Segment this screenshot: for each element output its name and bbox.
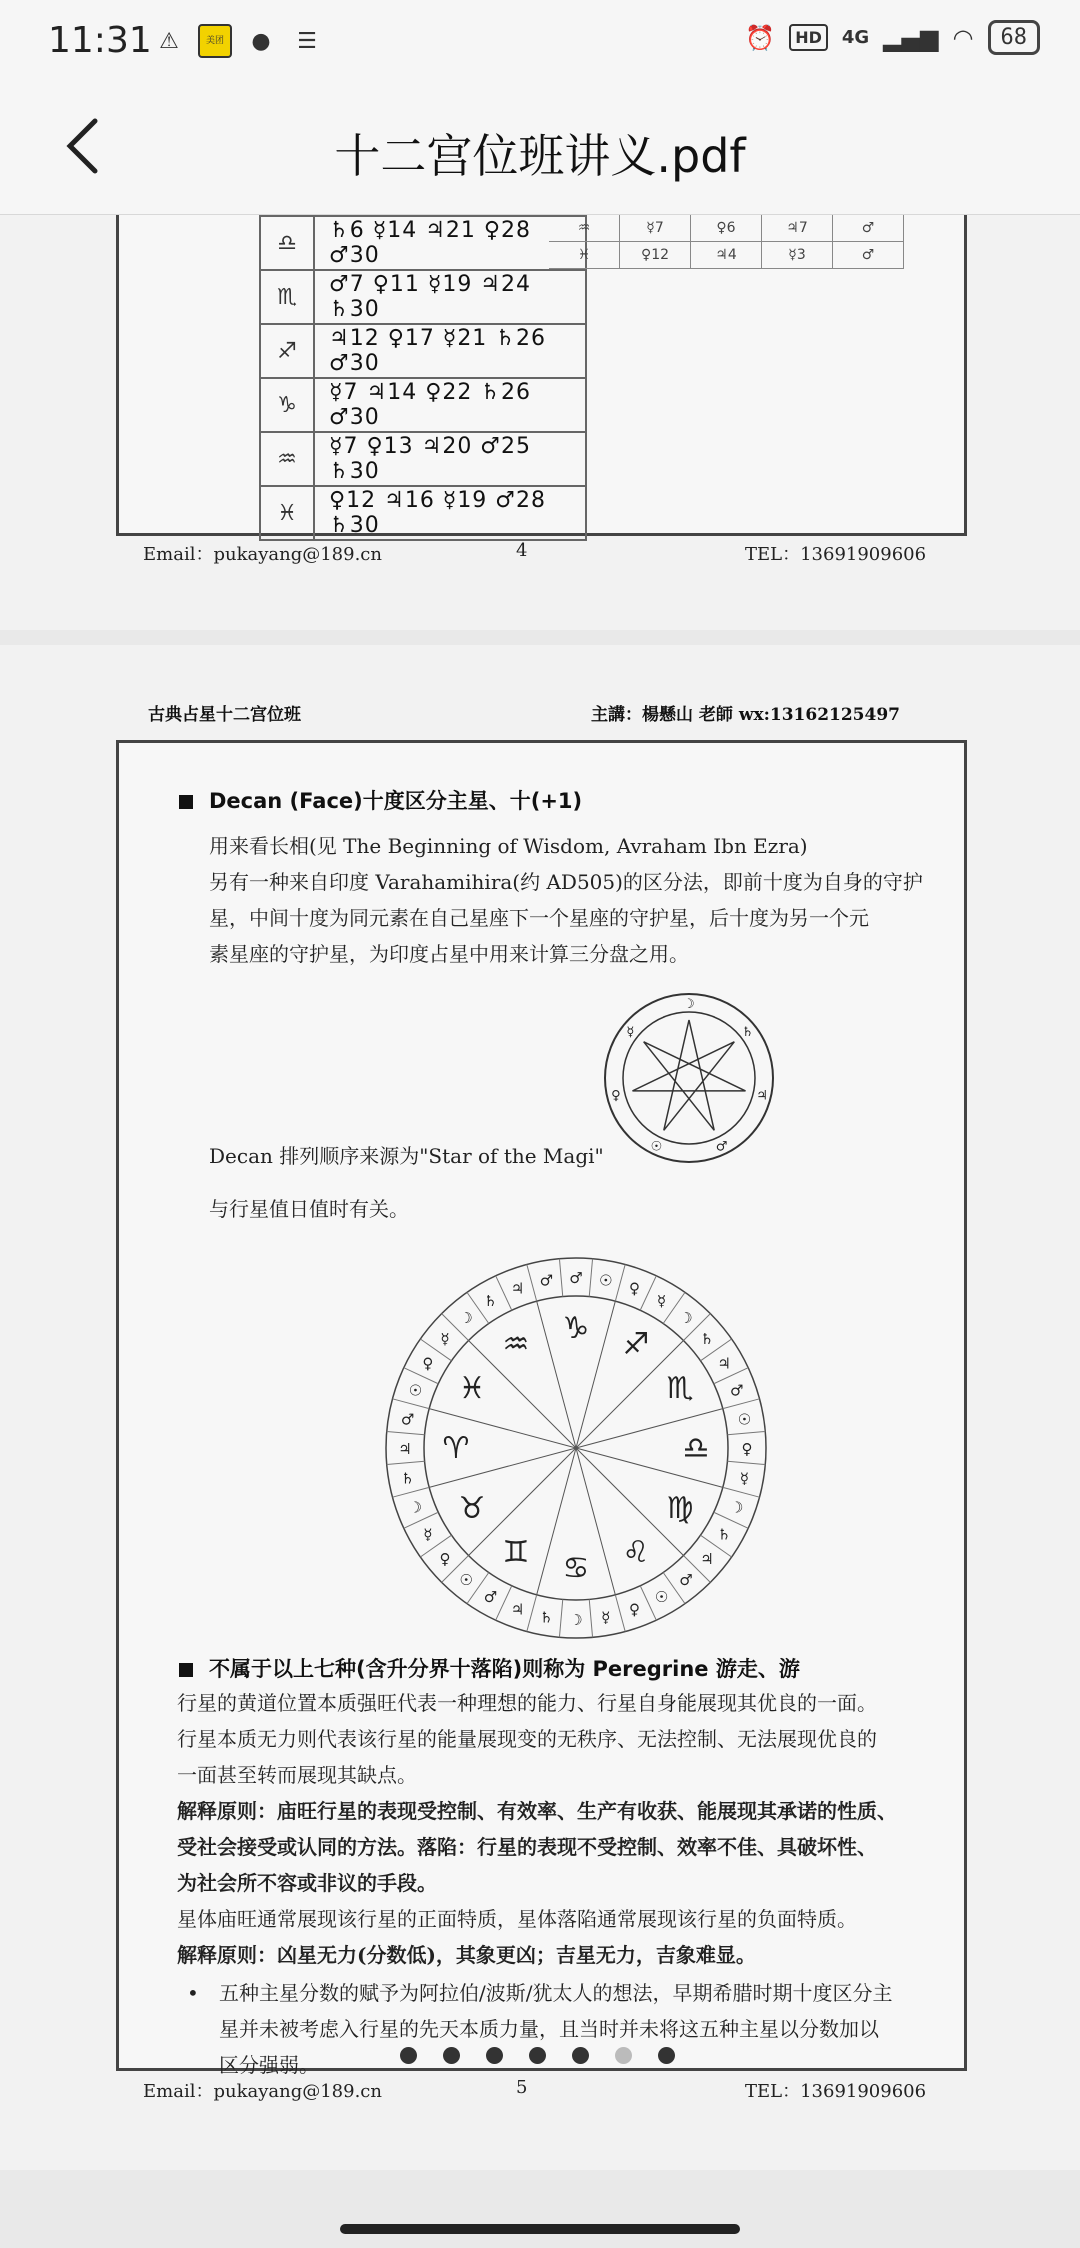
decan-planet: ♀: [628, 1279, 640, 1298]
outer-ring: [605, 994, 773, 1162]
zodiac-sign: ♊: [502, 1534, 530, 1570]
planet-glyph: ♃: [756, 1088, 768, 1104]
page4-footer-tel: TEL：13691909606: [745, 544, 927, 565]
decan-planet: ☿: [423, 1525, 433, 1544]
s2-line7: 星体庙旺通常展现该行星的正面特质，星体落陷通常展现该行星的负面特质。: [177, 1907, 857, 1931]
s2-line1: 行星的黄道位置本质强旺代表一种理想的能力、行星自身能展现其优良的一面。: [177, 1691, 877, 1715]
table-cell: ☿7: [620, 215, 691, 242]
decan-planet: ♀: [439, 1549, 451, 1568]
page-dot[interactable]: [529, 2047, 546, 2064]
square-bullet-icon: [179, 1663, 193, 1677]
pdf-page-4: [0, 215, 1080, 630]
values-cell: ♃12 ♀17 ☿21 ♄26 ♂30: [314, 324, 586, 378]
decan-order-text: Decan 排列顺序来源为"Star of the Magi": [209, 1144, 604, 1168]
decan-divider: [727, 1431, 765, 1434]
table-row: [549, 242, 904, 269]
decan-divider: [387, 1431, 425, 1434]
s2-bullet-line2: 星并未被考虑入行星的先天本质力量，且当时并未将这五种主星以分数加以: [219, 2017, 879, 2041]
planet-glyph: ♂: [715, 1139, 728, 1155]
app-notification-icon: ⚠: [159, 28, 179, 54]
zodiac-sign: ♍: [666, 1491, 694, 1526]
decan-divider: [727, 1461, 765, 1464]
decan-planet: ☿: [440, 1330, 450, 1349]
page4-frame: [116, 215, 967, 536]
zodiac-sign: ♎: [682, 1431, 710, 1466]
decan-planet: ♄: [717, 1525, 731, 1544]
planet-glyph: ♄: [741, 1025, 754, 1041]
table-row: [260, 432, 586, 486]
page-indicator[interactable]: [400, 2047, 675, 2064]
signal-icon: ▂▄▆: [883, 23, 939, 52]
battery-icon: 68: [988, 20, 1041, 55]
decan-divider: [615, 1595, 625, 1632]
decan-divider: [640, 1276, 656, 1310]
network-label: 4G: [841, 27, 870, 48]
section2-title: 不属于以上七种(含升分界十落陷)则称为 Peregrine 游走、游: [209, 1657, 800, 1681]
decan-divider: [723, 1399, 760, 1409]
small-table: [549, 215, 904, 269]
pdf-page-5: [0, 645, 1080, 2170]
status-time: 11:31: [48, 20, 152, 61]
page5-header-left: 古典占星十二宫位班: [148, 705, 301, 725]
decan-planet: ☽: [729, 1498, 744, 1517]
meituan-icon: 美团: [198, 24, 232, 58]
values-cell: ♀12 ♃16 ☿19 ♂28 ♄30: [314, 486, 586, 540]
sign-cell: ♎: [260, 216, 314, 270]
s2-line2: 行星本质无力则代表该行星的能量展现变的无秩序、无法控制、无法展现优良的: [177, 1727, 877, 1751]
decan-planet: ☽: [569, 1611, 583, 1629]
planet-day-text: 与行星值日值时有关。: [209, 1197, 409, 1221]
decan-divider: [392, 1399, 429, 1409]
zodiac-sign: ♉: [458, 1491, 486, 1526]
decan-planet: ♃: [717, 1354, 731, 1373]
decan-planet: ☿: [601, 1608, 611, 1627]
table-cell: ♓: [549, 242, 620, 269]
table-cell: ♀12: [620, 242, 691, 269]
page4-footer-page: 4: [516, 540, 528, 561]
status-right: [745, 20, 1040, 55]
values-cell: ♂7 ♀11 ☿19 ♃24 ♄30: [314, 270, 586, 324]
decan-planet: ♄: [483, 1291, 498, 1310]
alarm-icon: ⏰: [745, 23, 776, 52]
s2-line5: 受社会接受或认同的方法。落陷：行星的表现不受控制、效率不佳、具破坏性、: [177, 1835, 877, 1859]
decan-planet: ♃: [398, 1440, 412, 1458]
app-bar: [0, 86, 1080, 215]
heptagram: [633, 1020, 746, 1130]
table-cell: ♀6: [691, 215, 762, 242]
decan-divider: [496, 1586, 512, 1620]
decan-planet: ☉: [598, 1271, 613, 1290]
zodiac-sign: ♑: [562, 1311, 590, 1346]
compass-icon: ●: [251, 28, 271, 54]
decan-planet: ☉: [654, 1588, 669, 1607]
table-cell: ♂: [833, 242, 904, 269]
decan-planet: ♃: [700, 1549, 714, 1568]
s2-bullet-dot: •: [187, 1981, 199, 2005]
s2-bullet-line1: 五种主星分数的赋予为阿拉伯/波斯/犹太人的想法，早期希腊时期十度区分主: [219, 1981, 893, 2005]
table-cell: ☿3: [762, 242, 833, 269]
decan-planet: ♄: [539, 1608, 554, 1627]
table-row: [260, 324, 586, 378]
hd-badge: HD: [789, 24, 828, 51]
wifi-icon: ◠: [952, 23, 974, 52]
zodiac-sign: ♈: [442, 1431, 470, 1466]
section1-line1: 用来看长相(见 The Beginning of Wisdom, Avraham Ibn Ezra): [209, 834, 808, 858]
decan-divider: [527, 1595, 537, 1632]
decan-planet: ♀: [741, 1440, 753, 1458]
values-cell: ☿7 ♃14 ♀22 ♄26 ♂30: [314, 378, 586, 432]
sign-cell: ♑: [260, 378, 314, 432]
page-dot[interactable]: [486, 2047, 503, 2064]
page-dot[interactable]: [658, 2047, 675, 2064]
decan-planet: ♃: [510, 1279, 525, 1298]
table-row: [260, 486, 586, 540]
decan-planet: ☉: [459, 1570, 473, 1589]
s2-line6: 为社会所不容或非议的手段。: [177, 1871, 437, 1895]
table-cell: ♃4: [691, 242, 762, 269]
section1-line3: 星，中间十度为同元素在自己星座下一个星座的守护星，后十度为另一个元: [209, 906, 869, 930]
decan-planet: ♀: [628, 1600, 640, 1619]
planet-glyph: ☿: [626, 1025, 635, 1041]
values-cell: ☿7 ♀13 ♃20 ♂25 ♄30: [314, 432, 586, 486]
decan-planet: ♄: [400, 1469, 415, 1488]
document-title: 十二宫位班讲义.pdf: [334, 129, 746, 183]
decan-planet: ♀: [422, 1354, 434, 1373]
decan-planet: ♂: [569, 1269, 583, 1287]
section2-heading: [179, 1653, 800, 1683]
decan-planet: ☉: [408, 1381, 423, 1400]
home-indicator[interactable]: [340, 2224, 740, 2234]
page4-footer-email: Email：pukayang@189.cn: [143, 544, 382, 565]
decan-planet: ♂: [483, 1588, 498, 1607]
page5-footer-page: 5: [516, 2077, 528, 2098]
inner-ring: [623, 1012, 755, 1144]
page-dot[interactable]: [400, 2047, 417, 2064]
star-of-magi-diagram: [599, 988, 779, 1168]
decan-divider: [589, 1599, 592, 1637]
section1-title: Decan (Face)十度区分主星、十(+1): [209, 789, 583, 813]
decan-divider: [496, 1276, 512, 1310]
database-icon: ☰: [297, 28, 317, 54]
zodiac-sign: ♓: [458, 1371, 486, 1406]
planet-glyph: ☽: [683, 997, 695, 1012]
table-row: [260, 216, 586, 270]
page5-footer-tel: TEL：13691909606: [745, 2081, 927, 2102]
decan-planet: ♄: [700, 1330, 714, 1349]
zodiac-sign: ♒: [502, 1327, 530, 1363]
notification-icons: [152, 24, 324, 58]
section1-line4: 素星座的守护星，为印度占星中用来计算三分盘之用。: [209, 942, 689, 966]
values-cell: ♄6 ☿14 ♃21 ♀28 ♂30: [314, 216, 586, 270]
decan-divider: [559, 1259, 562, 1297]
decan-planet: ♂: [400, 1410, 415, 1429]
decan-planet: ♂: [679, 1570, 693, 1589]
s2-line4: 解释原则：庙旺行星的表现受控制、有效率、生产有收获、能展现其承诺的性质、: [177, 1799, 897, 1823]
table-row: [260, 270, 586, 324]
sign-cell: ♓: [260, 486, 314, 540]
decan-planet: ☽: [408, 1498, 423, 1517]
sign-cell: ♐: [260, 324, 314, 378]
zodiac-sign: ♐: [622, 1327, 650, 1363]
zodiac-sign: ♋: [562, 1551, 590, 1586]
decan-divider: [589, 1259, 592, 1297]
table-cell: ♂: [833, 215, 904, 242]
page5-header-right: 主講：楊懸山 老師 wx:13162125497: [591, 705, 900, 725]
table-row: [260, 378, 586, 432]
decan-planet: ☿: [656, 1291, 667, 1310]
decan-planet: ♂: [539, 1271, 554, 1290]
planet-glyph: ♀: [611, 1088, 621, 1104]
decan-planet: ♂: [729, 1381, 744, 1400]
decan-wheel-diagram: [381, 1253, 771, 1643]
section1-line2: 另有一种来自印度 Varahamihira(约 AD505)的区分法，即前十度为自身的守护: [209, 870, 923, 894]
decan-planet: ☿: [739, 1469, 750, 1488]
decan-planet: ☉: [737, 1410, 752, 1429]
decan-divider: [559, 1599, 562, 1637]
section1-heading: [179, 785, 582, 815]
zodiac-sign: ♌: [622, 1534, 650, 1570]
page5-footer-email: Email：pukayang@189.cn: [143, 2081, 382, 2102]
page-dot[interactable]: [572, 2047, 589, 2064]
decan-divider: [392, 1487, 429, 1497]
table-cell: ♒: [549, 215, 620, 242]
zodiac-sign: ♏: [666, 1371, 694, 1406]
decan-divider: [723, 1487, 760, 1497]
sign-cell: ♒: [260, 432, 314, 486]
page-dot[interactable]: [443, 2047, 460, 2064]
s2-line8: 解释原则：凶星无力(分数低)，其象更凶；吉星无力，吉象难显。: [177, 1943, 756, 1967]
decan-planet: ☽: [459, 1309, 473, 1328]
decan-planet: ☽: [679, 1309, 693, 1328]
planet-glyph: ☉: [650, 1139, 663, 1155]
s2-bullet-line3: 区分强弱。: [219, 2053, 319, 2077]
decan-divider: [615, 1264, 625, 1301]
square-bullet-icon: [179, 795, 193, 809]
table-cell: ♃7: [762, 215, 833, 242]
s2-line3: 一面甚至转而展现其缺点。: [177, 1763, 417, 1787]
page-dot[interactable]: [615, 2047, 632, 2064]
triplicity-table: [259, 215, 587, 541]
table-row: [549, 215, 904, 242]
status-bar: [0, 0, 1080, 86]
sign-cell: ♏: [260, 270, 314, 324]
decan-planet: ♃: [510, 1600, 525, 1619]
decan-divider: [387, 1461, 425, 1464]
decan-divider: [527, 1264, 537, 1301]
page5-frame: [116, 740, 967, 2077]
